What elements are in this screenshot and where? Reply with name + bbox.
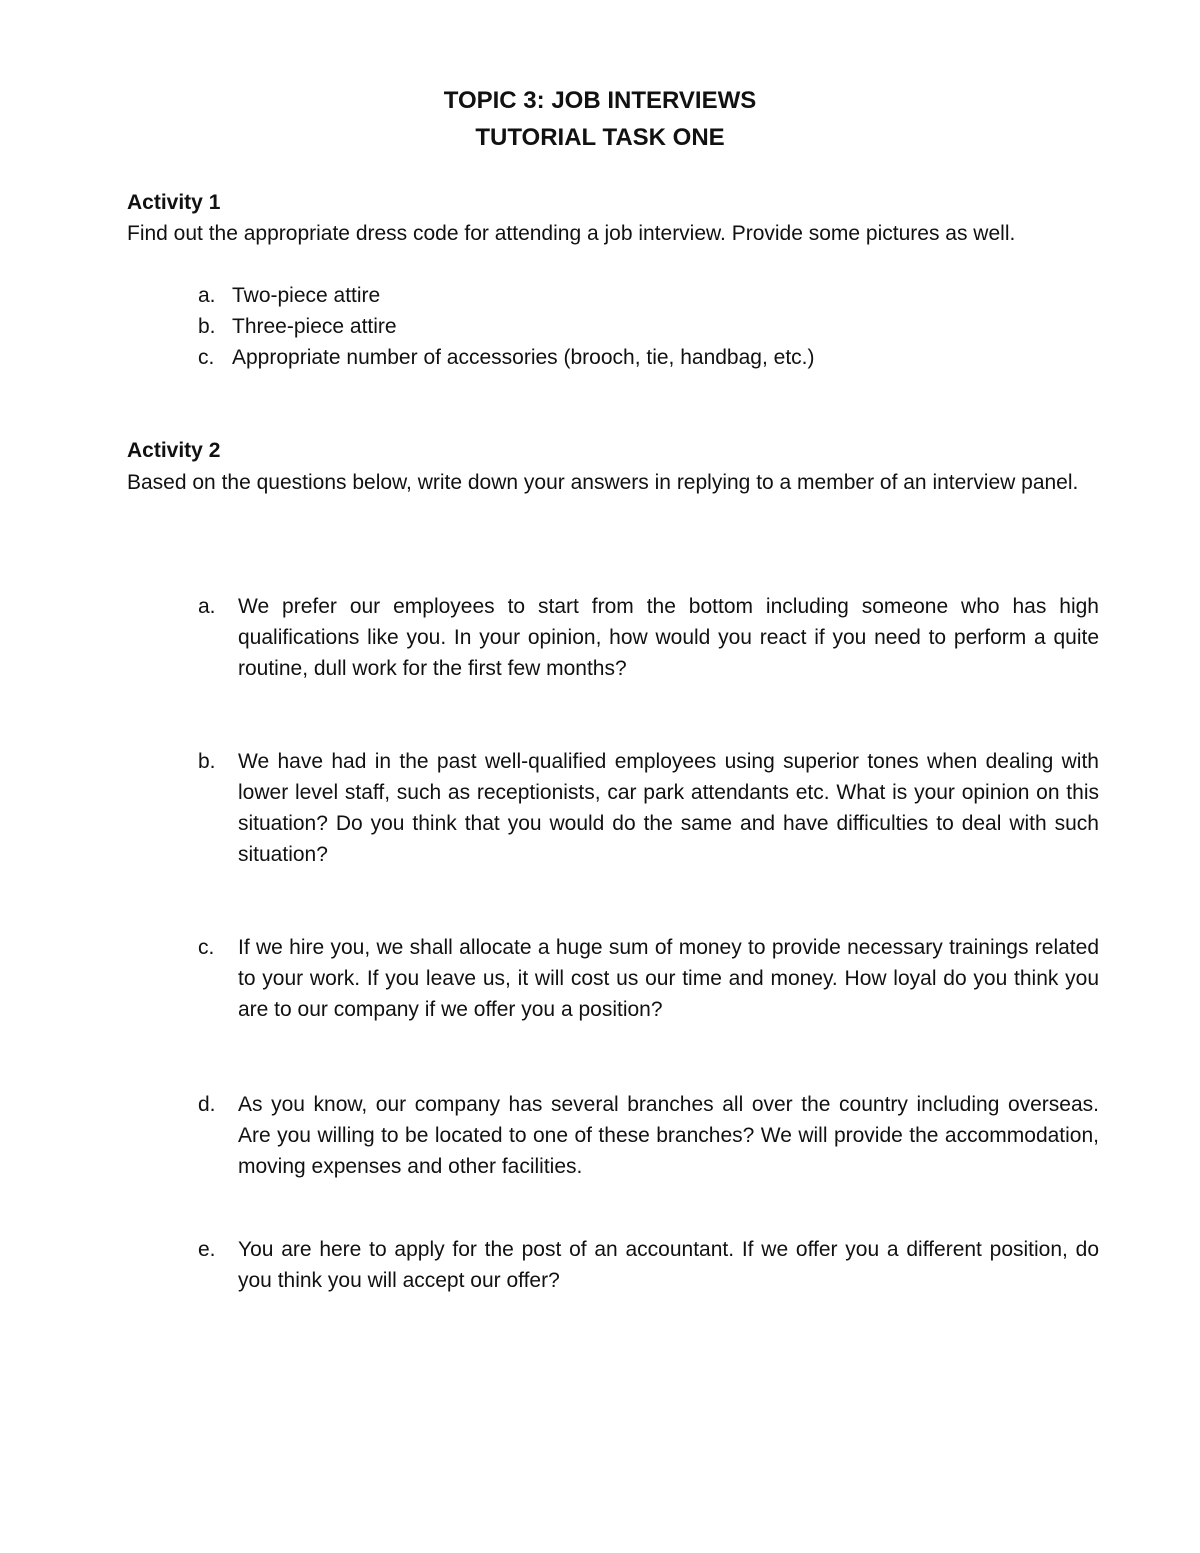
- activity-2-heading: Activity 2: [127, 439, 221, 462]
- list-marker: a.: [198, 284, 216, 307]
- document-title: TOPIC 3: JOB INTERVIEWS: [443, 87, 757, 114]
- document-subtitle: TUTORIAL TASK ONE: [475, 124, 725, 151]
- question-marker: d.: [198, 1093, 216, 1116]
- list-marker: c.: [198, 346, 215, 369]
- activity-2-instruction: Based on the questions below, write down your answers in replying to a member of an interview panel.: [127, 471, 1079, 494]
- question-marker: e.: [198, 1238, 216, 1261]
- question-marker: b.: [198, 750, 216, 773]
- activity-1-instruction: Find out the appropriate dress code for attending a job interview. Provide some pictures as well.: [127, 222, 1016, 245]
- question-text: We have had in the past well-qualified employees using superior tones when dealing with lower level staff, such as receptionists, car park attendants etc. What is your opinion on this situation? Do you think that you would do the same and have difficulties to deal with such situation?: [238, 750, 1099, 866]
- activity-1-item: [198, 311, 998, 342]
- question-text: If we hire you, we shall allocate a huge sum of money to provide necessary trainings related to your work. If you leave us, it will cost us our time and money. How loyal do you think you are to our company if we offer you a position?: [238, 936, 1099, 1021]
- list-item-text: Three-piece attire: [232, 315, 397, 338]
- list-item-text: Two-piece attire: [232, 284, 381, 307]
- list-marker: b.: [198, 315, 216, 338]
- activity-1-heading: Activity 1: [127, 191, 221, 214]
- activity-1-item: [198, 280, 998, 311]
- question-text: As you know, our company has several branches all over the country including overseas. Are you willing to be located to one of these branches? We will provide the accommodation, moving expenses and other facilities.: [238, 1093, 1099, 1178]
- activity-1-item: [198, 342, 998, 373]
- question-text: You are here to apply for the post of an accountant. If we offer you a different position, do you think you will accept our offer?: [238, 1238, 1099, 1292]
- question-marker: a.: [198, 595, 216, 618]
- list-item-text: Appropriate number of accessories (brooch, tie, handbag, etc.): [232, 346, 815, 369]
- question-marker: c.: [198, 936, 215, 959]
- question-text: We prefer our employees to start from the bottom including someone who has high qualifications like you. In your opinion, how would you react if you need to perform a quite routine, dull work for the first few months?: [238, 595, 1099, 680]
